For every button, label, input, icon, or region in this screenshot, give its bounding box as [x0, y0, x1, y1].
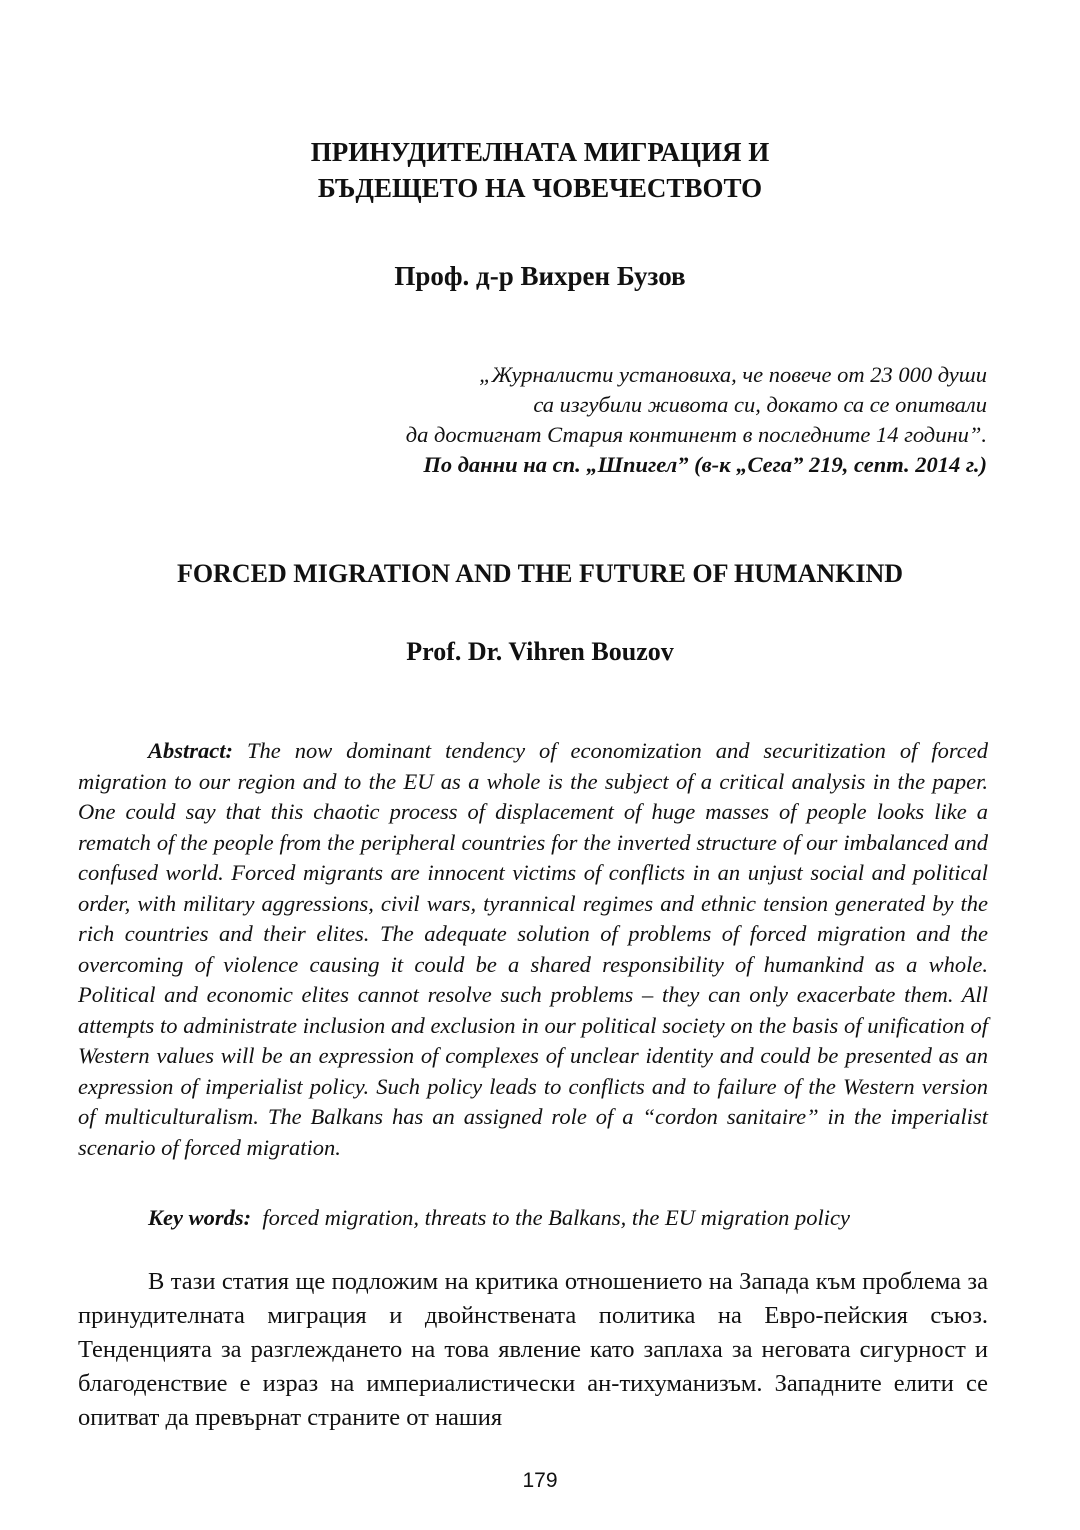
abstract-label: Abstract: — [148, 738, 234, 763]
epigraph — [267, 360, 987, 480]
title-bulgarian — [0, 134, 1080, 206]
epigraph-line-3: да достигнат Стария континент в последните 14 години”. — [405, 422, 987, 447]
abstract-text: The now dominant tendency of economization and securitization of forced migration to our region and to the EU as a whole is the subject of a critical analysis in the paper. One could say that this chaotic process of displacement of huge masses of people looks like a rematch of the people from the peripheral countries for the inverted structure of our imbalanced and confused world. Forced migrants are innocent victims of conflicts in an unjust social and political order, with military aggressions, civil wars, tyrannical regimes and ethnic tension generated by the rich countries and their elites. The adequate solution of problems of forced migration and the overcoming of violence causing it could be a shared responsibility of humankind as a whole. Political and economic elites cannot resolve such problems – they can only exacerbate them. All attempts to administrate inclusion and exclusion in our political society on the basis of unification of Western values will be an expression of complexes of unclear identity and could be presented as an expression of imperialist policy. Such policy leads to conflicts and to failure of the Western version of multiculturalism. The Balkans has an assigned role of a “cordon sanitaire” in the imperialist scenario of forced migration. — [78, 738, 988, 1160]
title-bulgarian-line-2: БЪДЕЩЕТО НА ЧОВЕЧЕСТВОТО — [317, 173, 763, 203]
keywords-text: forced migration, threats to the Balkans, the EU migration policy — [262, 1205, 851, 1230]
author-bulgarian: Проф. д-р Вихрен Бузов — [394, 261, 686, 291]
keywords-paragraph — [78, 1203, 988, 1233]
body-paragraph: В тази статия ще подложим на критика отношението на Запада към проблема за принудителната миграция и двойнствената политика на Евро-пейския съюз. Тенденцията за разглеждането на това явление като заплаха за неговата сигурност и благоденствие е израз на империалистически ан-тихуманизъм. Западните елити се опитват да превърнат страните от нашия — [78, 1268, 988, 1431]
page-number: 179 — [522, 1469, 558, 1492]
epigraph-line-2: са изгубили живота си, докато са се опитвали — [533, 392, 987, 417]
epigraph-line-1: „Журналисти установиха, че повече от 23 000 души — [479, 362, 987, 387]
title-english: FORCED MIGRATION AND THE FUTURE OF HUMANKIND — [176, 559, 904, 588]
author-english: Prof. Dr. Vihren Bouzov — [406, 637, 674, 666]
keywords-label: Key words: — [148, 1205, 252, 1230]
epigraph-source: По данни на сп. „Шпигел” (в-к „Сега” 219, септ. 2014 г.) — [423, 452, 987, 477]
abstract-paragraph — [78, 736, 988, 1163]
title-bulgarian-line-1: ПРИНУДИТЕЛНАТА МИГРАЦИЯ И — [310, 137, 770, 167]
